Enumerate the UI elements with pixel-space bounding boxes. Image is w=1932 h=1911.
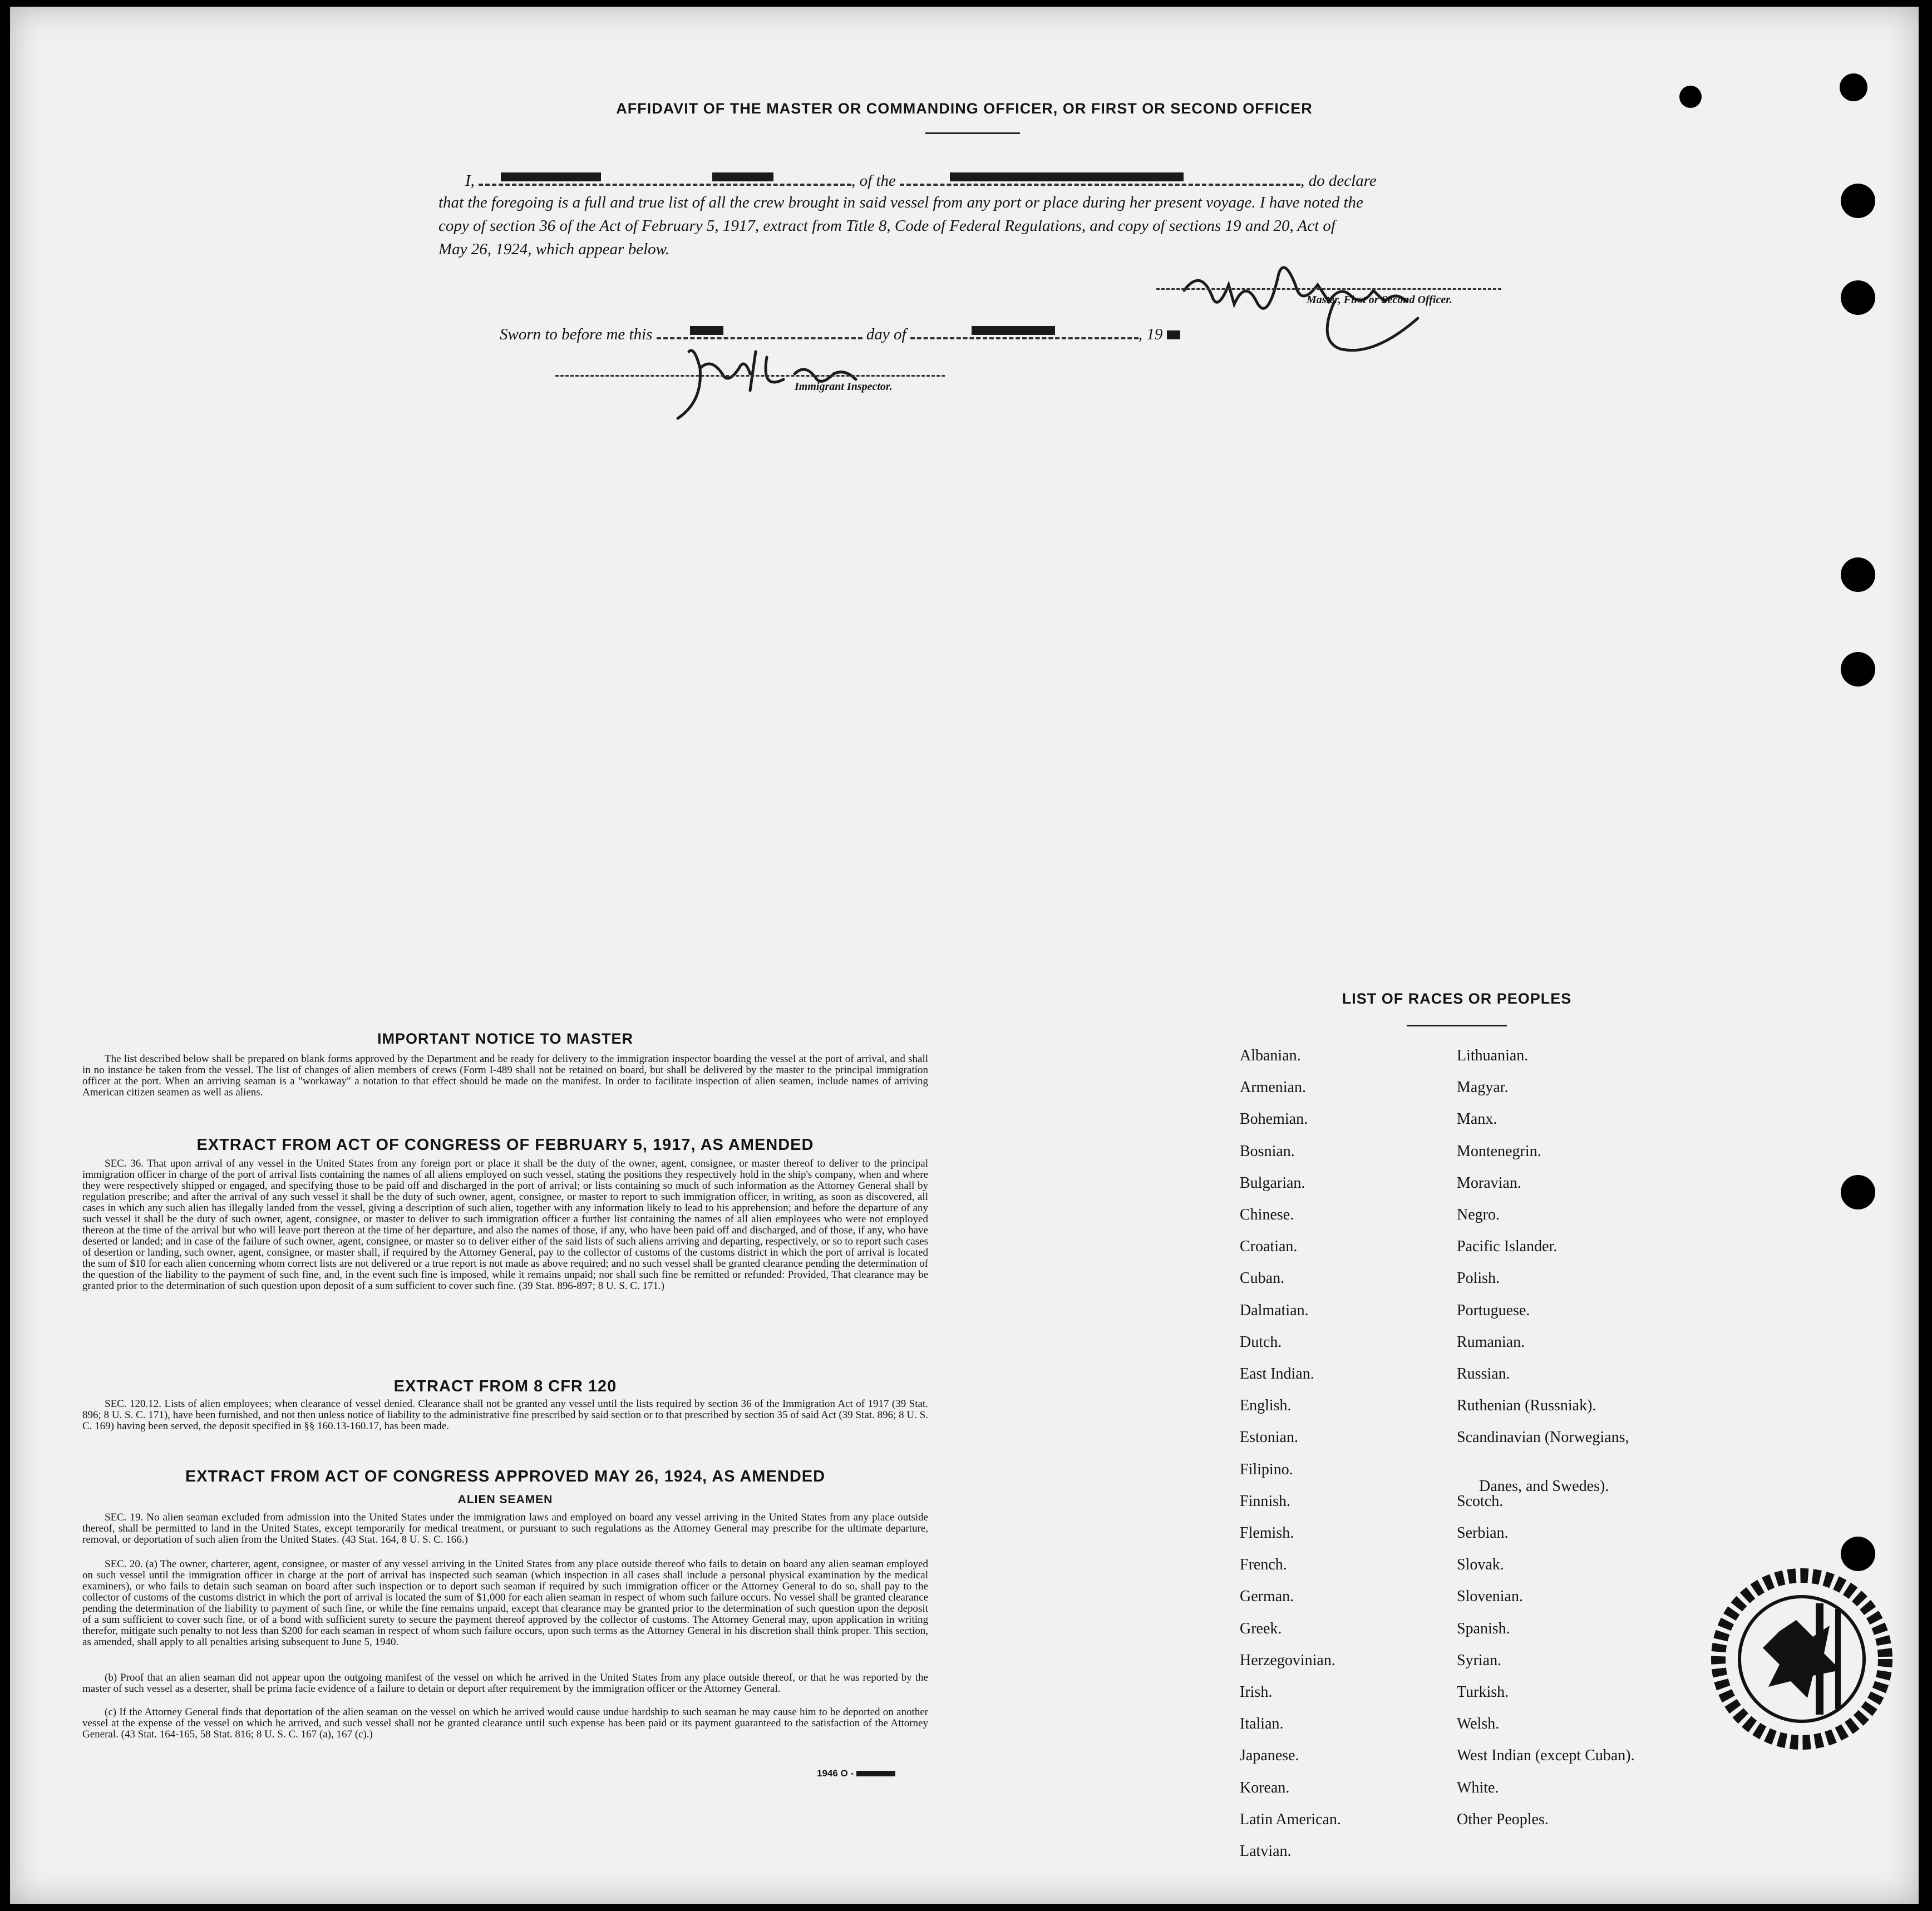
race-item: Latvian.: [1240, 1843, 1292, 1860]
race-item: Moravian.: [1457, 1174, 1521, 1192]
race-item: Scandinavian (Norwegians,: [1457, 1429, 1629, 1446]
race-item: Negro.: [1457, 1206, 1500, 1223]
race-item: Armenian.: [1240, 1079, 1306, 1097]
redacted-rank: [712, 172, 773, 181]
race-item: Polish.: [1457, 1270, 1500, 1287]
inspector-label: Immigrant Inspector.: [795, 381, 893, 393]
race-item: Latin American.: [1240, 1810, 1341, 1828]
inspector-signature-line: [555, 375, 945, 377]
extract-1924-subtitle: ALIEN SEAMEN: [457, 1493, 553, 1506]
race-item: Other Peoples.: [1457, 1810, 1549, 1828]
race-item: Serbian.: [1457, 1524, 1509, 1542]
redacted-imprint-number: [856, 1771, 895, 1776]
vessel-name-field: [900, 171, 1300, 186]
master-label: Master, First or Second Officer.: [1307, 294, 1452, 306]
redacted-month: [972, 326, 1055, 335]
redacted-name: [501, 172, 601, 181]
sworn-month-field: [910, 325, 1138, 339]
race-item: Danes, and Swedes).: [1479, 1477, 1609, 1495]
affidavit-line-3: copy of section 36 of the Act of February 5, 1917, extract from Title 8, Code of Federal Regulations, and copy of sections 19 and 20, Act of: [438, 217, 1335, 235]
race-item: Dutch.: [1240, 1333, 1282, 1351]
extract-cfr-title: EXTRACT FROM 8 CFR 120: [393, 1377, 617, 1395]
sworn-label: Sworn to before me this: [500, 325, 653, 343]
race-item: Croatian.: [1240, 1238, 1298, 1256]
race-item: French.: [1240, 1556, 1287, 1574]
punch-hole: [1841, 652, 1875, 687]
race-item: Flemish.: [1240, 1524, 1294, 1542]
race-item: Korean.: [1240, 1779, 1290, 1796]
race-item: Greek.: [1240, 1619, 1282, 1637]
extract-1924-title: EXTRACT FROM ACT OF CONGRESS APPROVED MAY 26, 1924, AS AMENDED: [185, 1468, 826, 1485]
master-signature: [1151, 251, 1518, 363]
race-item: Scotch.: [1457, 1492, 1504, 1510]
affidavit-line-2: that the foregoing is a full and true list of all the crew brought in said vessel from any port or place during her present voyage. I have noted the: [438, 194, 1363, 211]
race-item: Montenegrin.: [1457, 1142, 1541, 1160]
notice-title: IMPORTANT NOTICE TO MASTER: [377, 1030, 633, 1047]
divider: [925, 132, 1020, 134]
intro-i: I,: [465, 172, 475, 190]
punch-hole: [1841, 1175, 1875, 1209]
affidavit-line-1: [465, 171, 1511, 190]
of-the: , of the: [851, 172, 896, 190]
document-page: [10, 7, 1919, 1904]
race-item: English.: [1240, 1397, 1292, 1415]
punch-hole: [1679, 86, 1702, 108]
race-item: Bohemian.: [1240, 1110, 1308, 1128]
race-item: Spanish.: [1457, 1619, 1510, 1637]
race-item: Rumanian.: [1457, 1333, 1525, 1351]
extract-1917-title: EXTRACT FROM ACT OF CONGRESS OF FEBRUARY 5, 1917, AS AMENDED: [196, 1136, 814, 1154]
punch-hole: [1841, 557, 1875, 592]
officer-name-field: [479, 171, 851, 186]
race-item: Magyar.: [1457, 1079, 1509, 1097]
race-item: Japanese.: [1240, 1747, 1299, 1765]
race-item: Finnish.: [1240, 1492, 1291, 1510]
affidavit-title: AFFIDAVIT OF THE MASTER OR COMMANDING OFFICER, OR FIRST OR SECOND OFFICER: [616, 100, 1313, 117]
print-imprint: 1946 O -: [817, 1768, 895, 1779]
race-item: Cuban.: [1240, 1270, 1285, 1287]
race-item: Turkish.: [1457, 1683, 1509, 1701]
extract-1924-sec19: SEC. 19. No alien seaman excluded from admission into the United States under the immigration laws and employed on board any vessel arriving in the United States from any place outside thereof, shall be permitted to land in the United States, except temporarily for medical treatment, or pursuant to such regulations as the Attorney General may prescribe for the ultimate departure, removal, or deportation of such alien from the United States. (43 Stat. 164, 8 U. S. C. 166.): [82, 1512, 928, 1545]
race-item: Manx.: [1457, 1110, 1497, 1128]
race-item: Bosnian.: [1240, 1142, 1295, 1160]
race-item: Welsh.: [1457, 1715, 1500, 1733]
extract-1924-sec20b: (b) Proof that an alien seaman did not appear upon the outgoing manifest of the vessel on which he arrived in the United States from any place outside thereof, or that he was reported by the master of such vessel as a deserter, shall be prima facie evidence of a failure to detain or deport after requirement by the immigration officer or the Attorney General.: [82, 1672, 928, 1695]
punch-hole: [1841, 184, 1875, 218]
race-item: Bulgarian.: [1240, 1174, 1305, 1192]
race-item: Slovak.: [1457, 1556, 1504, 1574]
divider: [1407, 1025, 1507, 1026]
punch-hole: [1840, 73, 1867, 101]
race-item: Chinese.: [1240, 1206, 1294, 1223]
race-item: West Indian (except Cuban).: [1457, 1747, 1635, 1765]
do-declare: , do declare: [1300, 172, 1377, 190]
race-item: Italian.: [1240, 1715, 1284, 1733]
redacted-day: [690, 326, 723, 335]
redacted-year: [1167, 330, 1180, 339]
race-item: Herzegovinian.: [1240, 1651, 1335, 1669]
race-item: Albanian.: [1240, 1047, 1301, 1064]
race-item: Lithuanian.: [1457, 1047, 1529, 1064]
punch-hole: [1841, 280, 1875, 315]
extract-1917-body: SEC. 36. That upon arrival of any vessel in the United States from any foreign port or place it shall be the duty of the owner, agent, consignee, or master thereof to deliver to the principal immigration officer in charge of the port of arrival lists containing the names of all aliens employed on such vessel, stating the positions they respectively hold in the ship's company, when and where they were respectively shipped or engaged, and specifying those to be paid off and discharged in the port of arrival; or lists containing so much of such information as the Attorney General shall by regulation prescribe; and after the arrival of any such vessel it shall be the duty of such owner, agent, consignee, or master to report to such immigration officer, in writing, as soon as discovered, all cases in which any such alien has illegally landed from the vessel, giving a description of such alien, together with any information likely to lead to his apprehension; and before the departure of any such vessel it shall be the duty of such owner, agent, consignee, or master to deliver to such immigration officer a further list containing the names of all alien employees who were not employed thereon at the time of the arrival but who will leave port thereon at the time of her departure, and also the names of those, if any, who have been paid off and discharged, and of those, if any, who have deserted or landed; and in case of the failure of such owner, agent, consignee, or master so to deliver either of the said lists of such aliens arriving and departing, respectively, or so to report such cases of desertion or landing, such owner, agent, consignee, or master shall, if required by the Attorney General, pay to the collector of customs of the customs district in which the port of arrival is located the sum of $10 for each alien concerning whom correct lists are not delivered or a true report is not made as above required; and no such vessel shall be granted clearance pending the determination of the question of the liability to the payment of such fine, and, in the event such fine is imposed, while it remains unpaid; nor shall such fine be remitted or refunded: Provided, That clearance may be granted prior to the determination of such question upon deposit of a sum sufficient to cover such fine. (39 Stat. 896-897; 8 U. S. C. 171.): [82, 1158, 928, 1292]
extract-1924-sec20a: SEC. 20. (a) The owner, charterer, agent, consignee, or master of any vessel arriving in the United States from any place outside thereof who fails to detain on board any alien seaman employed on such vessel until the immigration officer in charge at the port of arrival has inspected such seaman (which inspection in all cases shall include a personal physical examination by the medical examiners), or who fails to detain such seaman on board after such inspection or to deport such seaman if required by such immigration officer or the Attorney General to do so, shall pay to the collector of customs of the customs district in which the port of arrival is located the sum of $1,000 for each alien seaman in respect of whom such failure occurs. No vessel shall be granted clearance pending the determination of the liability to payment of such fine, or while the fine remains unpaid, except that clearance may be granted prior to the determination of such question upon the deposit of a sum sufficient to cover such fine, or of a bond with sufficient surety to secure the payment thereof approved by the collector of customs. The Attorney General may, upon application in writing therefor, mitigate such penalty to not less than $200 for each seaman in respect of whom such failure occurs, upon such terms as the Attorney General in his discretion shall think proper. This section, as amended, shall apply to all penalties arising subsequent to June 5, 1940.: [82, 1558, 928, 1648]
race-item: Syrian.: [1457, 1651, 1502, 1669]
day-of-label: day of: [866, 325, 906, 343]
year-label: , 19: [1138, 325, 1163, 343]
race-item: Dalmatian.: [1240, 1301, 1309, 1319]
race-item: Filipino.: [1240, 1460, 1293, 1478]
race-item: Estonian.: [1240, 1429, 1298, 1446]
notice-body: The list described below shall be prepared on blank forms approved by the Department and be ready for delivery to the immigration inspector boarding the vessel at the port of arrival, and shall in no instance be taken from the vessel. The list of changes of alien members of crews (Form I-489 shall not be retained on board, but shall be delivered by the master to the principal immigration officer at the port. When an arriving seaman is a "workaway" a notation to that effect should be made on the manifest. In order to facilitate inspection of alien seamen, include names of arriving American citizen seamen as well as aliens.: [82, 1053, 928, 1098]
race-item: Irish.: [1240, 1683, 1273, 1701]
race-item: White.: [1457, 1779, 1499, 1796]
extract-1924-sec20c: (c) If the Attorney General finds that deportation of the alien seaman on the vessel on which he arrived would cause undue hardship to such seaman he may cause him to be deported on another vessel at the expense of the vessel on which he arrived, and such vessel shall not be granted clearance until such expense has been paid or its payment guaranteed to the satisfaction of the Attorney General. (43 Stat. 164-165, 58 Stat. 816; 8 U. S. C. 167 (a), 167 (c).): [82, 1706, 928, 1740]
master-signature-line: [1156, 288, 1501, 290]
affidavit-line-4: May 26, 1924, which appear below.: [438, 240, 670, 258]
races-title: LIST OF RACES OR PEOPLES: [1342, 990, 1572, 1007]
inspection-stamp: [1702, 1559, 1902, 1759]
race-item: Slovenian.: [1457, 1588, 1523, 1606]
extract-cfr-body: SEC. 120.12. Lists of alien employees; when clearance of vessel denied. Clearance shall not be granted any vessel until the lists required by section 36 of the Immigration Act of 1917 (39 Stat. 896; 8 U. S. C. 171), have been furnished, and not then unless notice of liability to the administrative fine prescribed by said section or to that prescribed by section 35 of said Act (39 Stat. 896; 8 U. S. C. 169) having been served, the deposit specified in §§ 160.13-160.17, has been made.: [82, 1398, 928, 1432]
race-item: Russian.: [1457, 1365, 1510, 1382]
race-item: Pacific Islander.: [1457, 1238, 1558, 1256]
redacted-vessel: [950, 172, 1184, 181]
race-item: German.: [1240, 1588, 1294, 1606]
race-item: East Indian.: [1240, 1365, 1314, 1382]
race-item: Portuguese.: [1457, 1301, 1530, 1319]
race-item: Ruthenian (Russniak).: [1457, 1397, 1596, 1415]
